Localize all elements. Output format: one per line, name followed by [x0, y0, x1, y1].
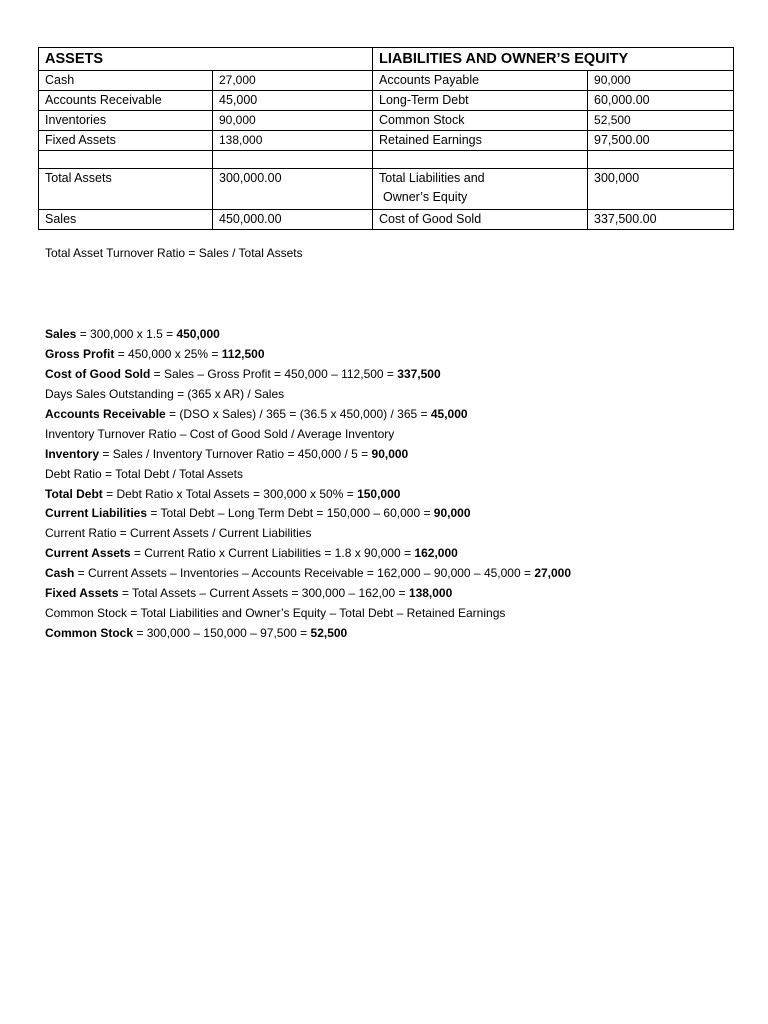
calc-line: [45, 485, 571, 505]
empty-cell: [39, 151, 213, 169]
total-liabilities-value: 300,000: [588, 169, 734, 210]
blank-row: [39, 151, 734, 169]
calc-formula: Current Ratio = Current Assets / Current Liabilities: [45, 526, 312, 541]
sales-row: [39, 210, 734, 230]
empty-cell: [213, 151, 373, 169]
calc-term: Common Stock: [45, 626, 134, 641]
calc-line: [45, 524, 571, 544]
calc-result: 112,500: [221, 346, 265, 361]
balance-sheet-table: [38, 47, 734, 230]
calc-formula: = 300,000 – 150,000 – 97,500 =: [133, 626, 311, 641]
calc-line: [45, 425, 571, 445]
calc-result: 450,000: [176, 327, 220, 341]
total-liabilities-label-line1: Total Liabilities and: [379, 171, 485, 185]
calc-line: [45, 345, 571, 365]
asset-value: 27,000: [213, 71, 373, 91]
calc-term: Gross Profit: [45, 346, 115, 361]
liabilities-header: LIABILITIES AND OWNER’S EQUITY: [373, 48, 734, 71]
asset-value: 45,000: [213, 91, 373, 111]
calc-formula: = 450,000 x 25% =: [114, 346, 222, 361]
asset-label: Cash: [39, 71, 213, 91]
calc-formula: = Debt Ratio x Total Assets = 300,000 x 50% =: [102, 486, 358, 501]
calc-line: [45, 405, 571, 425]
table-row: [39, 131, 734, 151]
empty-cell: [373, 151, 588, 169]
calc-result: 52,500: [310, 626, 348, 641]
calc-formula: Inventory Turnover Ratio – Cost of Good Sold / Average Inventory: [45, 426, 395, 441]
calc-term: Sales: [45, 327, 77, 341]
sales-value: 450,000.00: [213, 210, 373, 230]
calc-line: [45, 564, 571, 584]
calc-line: [45, 445, 571, 465]
asset-label: Accounts Receivable: [39, 91, 213, 111]
total-liabilities-label: [373, 169, 588, 210]
table-row: [39, 91, 734, 111]
calc-line: [45, 624, 571, 644]
calc-line: [45, 544, 571, 564]
calc-formula: = Current Ratio x Current Liabilities = 1.8 x 90,000 =: [130, 546, 415, 561]
calc-term: Inventory: [45, 446, 100, 461]
liability-label: Accounts Payable: [373, 71, 588, 91]
asset-label: Fixed Assets: [39, 131, 213, 151]
calc-result: 337,500: [397, 366, 441, 381]
asset-value: 90,000: [213, 111, 373, 131]
calc-term: Cash: [45, 566, 75, 581]
calc-line: [45, 365, 571, 385]
liability-value: 90,000: [588, 71, 734, 91]
calc-formula: = Sales – Gross Profit = 450,000 – 112,500 =: [150, 366, 398, 381]
calc-formula: = Total Assets – Current Assets = 300,000 – 162,00 =: [118, 586, 409, 601]
empty-cell: [588, 151, 734, 169]
calculation-list: [45, 325, 571, 644]
calc-result: 45,000: [430, 406, 468, 421]
calc-line: [45, 385, 571, 405]
calc-line: [45, 325, 571, 345]
liability-value: 60,000.00: [588, 91, 734, 111]
calc-term: Current Liabilities: [45, 506, 148, 521]
calc-formula: = Current Assets – Inventories – Accounts Receivable = 162,000 – 90,000 – 45,000 =: [74, 566, 535, 581]
liability-label: Long-Term Debt: [373, 91, 588, 111]
calc-term: Fixed Assets: [45, 586, 119, 601]
table-row: [39, 111, 734, 131]
calc-result: 90,000: [371, 446, 409, 461]
calc-formula: = (DSO x Sales) / 365 = (36.5 x 450,000) / 365 =: [165, 406, 431, 421]
calc-term: Cost of Good Sold: [45, 366, 151, 381]
calc-line: [45, 584, 571, 604]
cogs-label: Cost of Good Sold: [373, 210, 588, 230]
table-row: [39, 71, 734, 91]
calc-formula: Common Stock = Total Liabilities and Owner’s Equity – Total Debt – Retained Earnings: [45, 606, 506, 621]
calc-term: Accounts Receivable: [45, 406, 166, 421]
calc-result: 150,000: [357, 486, 401, 501]
sales-label: Sales: [39, 210, 213, 230]
liability-value: 97,500.00: [588, 131, 734, 151]
totals-row: [39, 169, 734, 210]
asset-value: 138,000: [213, 131, 373, 151]
assets-header: ASSETS: [39, 48, 373, 71]
calc-formula: Debt Ratio = Total Debt / Total Assets: [45, 466, 243, 481]
cogs-value: 337,500.00: [588, 210, 734, 230]
calc-result: 138,000: [408, 586, 453, 601]
liability-value: 52,500: [588, 111, 734, 131]
total-assets-label: Total Assets: [39, 169, 213, 210]
calc-formula: = Total Debt – Long Term Debt = 150,000 – 60,000 =: [147, 506, 434, 521]
calc-line: [45, 604, 571, 624]
asset-label: Inventories: [39, 111, 213, 131]
calc-result: 90,000: [433, 506, 471, 521]
liability-label: Common Stock: [373, 111, 588, 131]
table-header-row: [39, 48, 734, 71]
calc-formula: = 300,000 x 1.5 =: [76, 327, 177, 341]
turnover-ratio-note: Total Asset Turnover Ratio = Sales / Total Assets: [45, 246, 303, 260]
liability-label: Retained Earnings: [373, 131, 588, 151]
calc-formula: Days Sales Outstanding = (365 x AR) / Sales: [45, 386, 285, 401]
calc-line: [45, 465, 571, 485]
calc-term: Total Debt: [45, 486, 103, 501]
total-liabilities-label-line2: Owner’s Equity: [383, 190, 468, 204]
calc-result: 162,000: [414, 546, 458, 561]
calc-result: 27,000: [534, 566, 572, 581]
calc-term: Current Assets: [45, 546, 131, 561]
calc-formula: = Sales / Inventory Turnover Ratio = 450,000 / 5 =: [99, 446, 372, 461]
calc-line: [45, 504, 571, 524]
total-assets-value: 300,000.00: [213, 169, 373, 210]
